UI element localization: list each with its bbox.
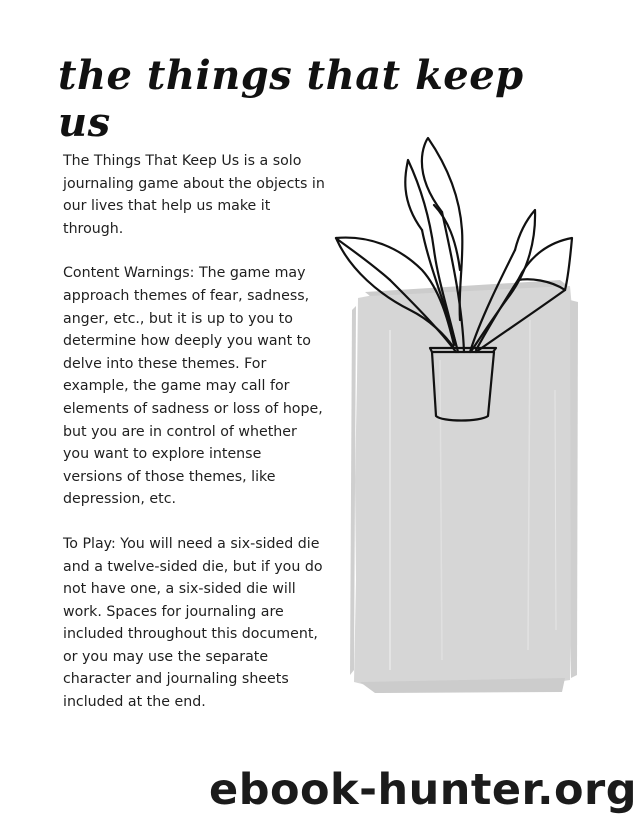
watermark: ebook-hunter.org [209,765,637,815]
page-title: the things that keep us [58,52,524,146]
content-warnings-paragraph: Content Warnings: The game may approach themes of fear, sadness, anger, etc., but it is up to you to determine how deeply you want to delve into these themes. For example, the game may call for elements of sadness or loss of hope, but you are in control of whether you want to explore intense versions of those themes, like depression, etc. [63,265,323,508]
intro-paragraph: The Things That Keep Us is a solo journaling game about the objects in our lives that help us make it through. [63,153,325,237]
to-play-paragraph: To Play: You will need a six-sided die and a twelve-sided die, but if you do not have one, a six-sided die will work. Spaces for journaling are included throughout this document, or you may use the separate character and journaling sheets included at the end. [63,535,323,711]
plant-illustration [330,130,590,700]
body-text [63,150,325,736]
